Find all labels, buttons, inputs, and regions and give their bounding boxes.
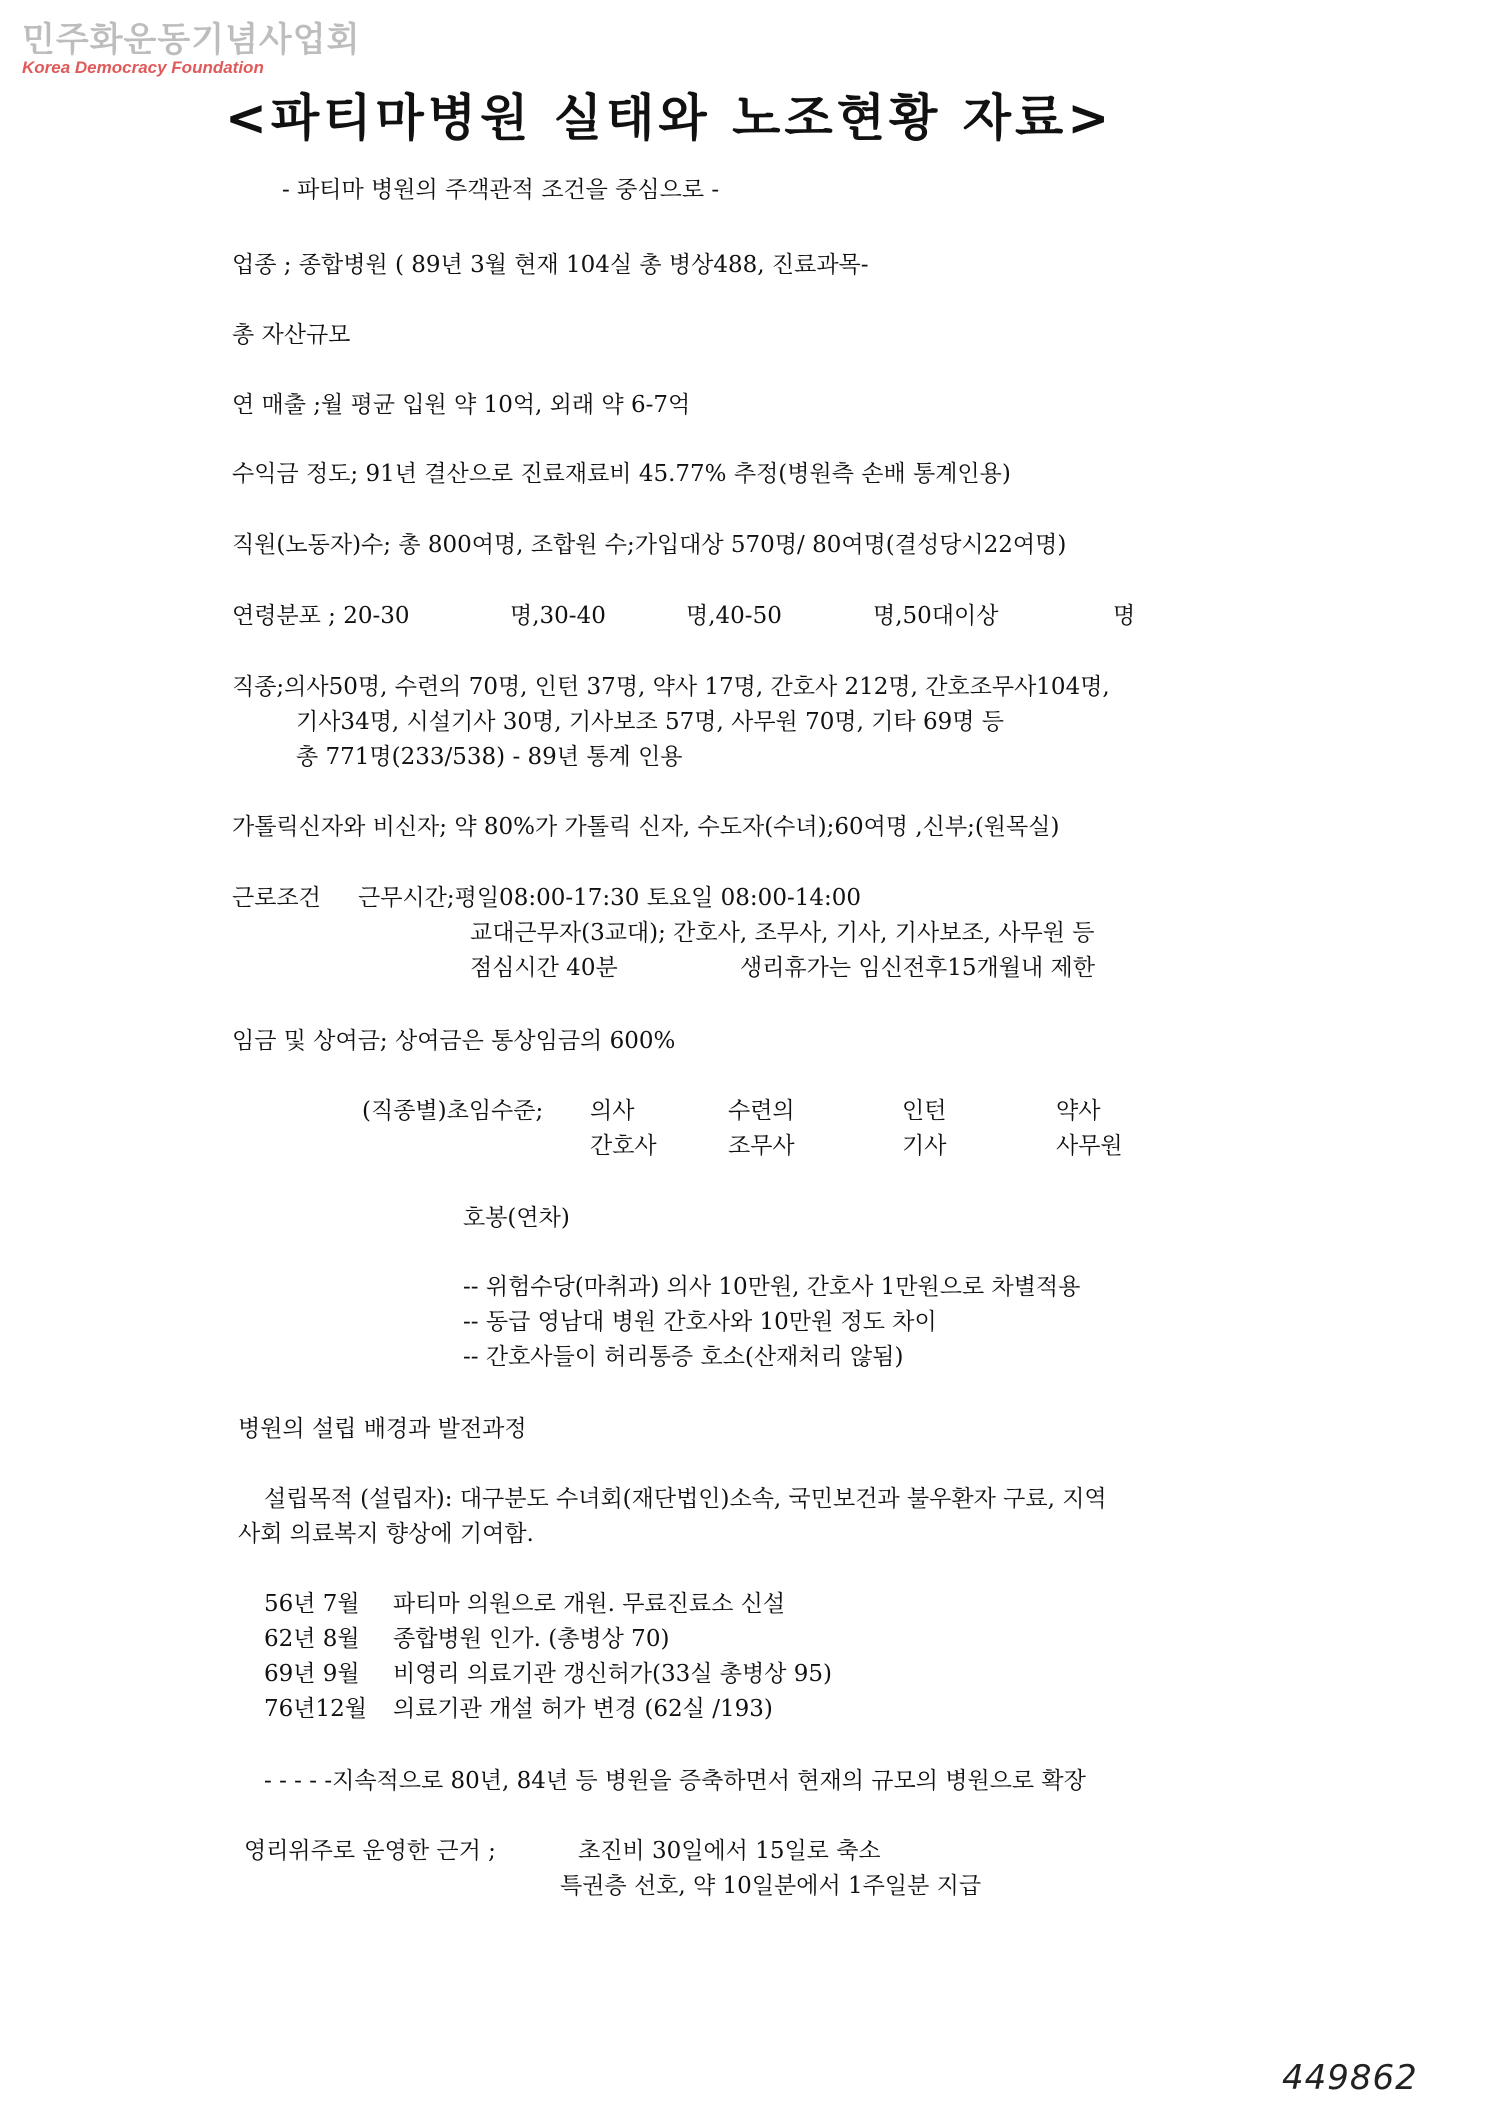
watermark xyxy=(22,20,360,78)
expansion-line: - - - - -지속적으로 80년, 84년 등 병원을 증축하면서 현재의 규모의 병원으로 확장 xyxy=(264,1768,1086,1794)
purpose-line: 설립목적 (설립자): 대구분도 수녀회(재단법인)소속, 국민보건과 불우환자 구료, 지역 xyxy=(264,1486,1107,1512)
job-types-line: 총 771명(233/538) - 89년 통계 인용 xyxy=(296,744,683,770)
age-col-4: 명 xyxy=(1113,603,1136,629)
note-item: -- 위험수당(마취과) 의사 10만원, 간호사 1만원으로 차별적용 xyxy=(463,1274,1081,1300)
subtitle: - 파티마 병원의 주객관적 조건을 중심으로 - xyxy=(282,177,720,203)
age-col-2: 명,40-50 xyxy=(686,603,782,629)
timeline-date: 56년 7월 xyxy=(264,1591,360,1617)
job-types-line: 기사34명, 시설기사 30명, 기사보조 57명, 사무원 70명, 기타 69명 등 xyxy=(296,709,1004,735)
menstrual-leave: 생리휴가는 임신전후15개월내 제한 xyxy=(740,955,1095,981)
pay-grade: 간호사 xyxy=(590,1133,657,1159)
religion-line: 가톨릭신자와 비신자; 약 80%가 가톨릭 신자, 수도자(수녀);60여명 ,신부;(원목실) xyxy=(232,814,1060,840)
history-heading: 병원의 설립 배경과 발전과정 xyxy=(238,1416,527,1442)
timeline-event: 비영리 의료기관 갱신허가(33실 총병상 95) xyxy=(393,1661,832,1687)
industry-line: 업종 ; 종합병원 ( 89년 3월 현재 104실 총 병상488, 진료과목- xyxy=(232,252,869,278)
job-types-line: 직종;의사50명, 수련의 70명, 인턴 37명, 약사 17명, 간호사 212명, 간호조무사104명, xyxy=(232,674,1110,700)
age-col-1: 명,30-40 xyxy=(510,603,606,629)
age-col-3: 명,50대이상 xyxy=(873,603,999,629)
wages-line: 임금 및 상여금; 상여금은 통상임금의 600% xyxy=(232,1028,676,1054)
profit-basis-item: 특권층 선호, 약 10일분에서 1주일분 지급 xyxy=(560,1873,982,1899)
watermark-english: Korea Democracy Foundation xyxy=(22,58,264,77)
document-title: <파티마병원 실태와 노조현황 자료> xyxy=(225,89,1114,147)
note-item: -- 간호사들이 허리통증 호소(산재처리 않됨) xyxy=(463,1344,904,1370)
profit-basis-item: 초진비 30일에서 15일로 축소 xyxy=(578,1838,881,1864)
working-conditions-label: 근로조건 xyxy=(232,885,321,911)
sales-line: 연 매출 ;월 평균 입원 약 10억, 외래 약 6-7억 xyxy=(232,392,691,418)
pay-grade: 기사 xyxy=(902,1133,947,1159)
pay-step: 호봉(연차) xyxy=(463,1205,570,1231)
profit-basis-label: 영리위주로 운영한 근거 ; xyxy=(244,1838,496,1864)
pay-grade: 수련의 xyxy=(728,1098,795,1124)
pay-grade: 조무사 xyxy=(728,1133,795,1159)
staff-line: 직원(노동자)수; 총 800여명, 조합원 수;가입대상 570명/ 80여명(결성당시22여명) xyxy=(232,532,1067,558)
shift-workers: 교대근무자(3교대); 간호사, 조무사, 기사, 기사보조, 사무원 등 xyxy=(470,920,1095,946)
timeline-date: 62년 8월 xyxy=(264,1626,360,1652)
age-label: 연령분포 ; 20-30 xyxy=(232,603,410,629)
pay-grade: 의사 xyxy=(590,1098,635,1124)
purpose-line: 사회 의료복지 향상에 기여함. xyxy=(238,1521,534,1547)
pay-grade: 사무원 xyxy=(1056,1133,1123,1159)
timeline-event: 파티마 의원으로 개원. 무료진료소 신설 xyxy=(393,1591,786,1617)
timeline-date: 69년 9월 xyxy=(264,1661,360,1687)
working-hours: 근무시간;평일08:00-17:30 토요일 08:00-14:00 xyxy=(358,885,862,911)
timeline-event: 의료기관 개설 허가 변경 (62실 /193) xyxy=(393,1696,773,1722)
assets-line: 총 자산규모 xyxy=(232,322,351,348)
page-number: 449862 xyxy=(1282,2058,1418,2098)
note-item: -- 동급 영남대 병원 간호사와 10만원 정도 차이 xyxy=(463,1309,937,1335)
profit-line: 수익금 정도; 91년 결산으로 진료재료비 45.77% 추정(병원측 손배 통계인용) xyxy=(232,461,1011,487)
lunch-time: 점심시간 40분 xyxy=(470,955,618,981)
timeline-event: 종합병원 인가. (총병상 70) xyxy=(393,1626,670,1652)
pay-grade: 인턴 xyxy=(902,1098,947,1124)
starting-pay-label: (직종별)초임수준; xyxy=(362,1098,544,1124)
pay-grade: 약사 xyxy=(1056,1098,1101,1124)
timeline-date: 76년12월 xyxy=(264,1696,367,1722)
watermark-korean: 민주화운동기념사업회 xyxy=(22,20,361,60)
